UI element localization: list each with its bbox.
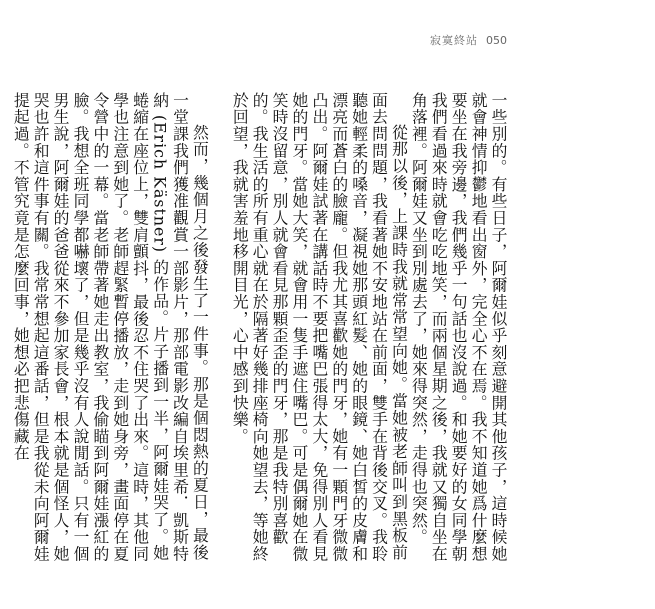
vertical-text-body: [11, 92, 508, 572]
page-number: 050: [486, 33, 507, 47]
header-title: 寂寞終站: [430, 34, 478, 47]
paragraph-2: 從那以後，上課時我就常常望向她。當她被老師叫到黑板前面去問問題，我看著她不安地站在前面，雙手在背後交叉。我聆聽她輕柔的嗓音，凝視她那頭紅髮、她的眼鏡、她白皙的皮膚和漂亮而蒼白的臉龐。但我尤其喜歡她的門牙，她有一顆門牙微微凸出。阿爾娃試著在講話時不要把嘴巴張得太大，免得別人看見她的門牙。當她大笑，就會用一隻手遮住嘴巴。可是偶爾她在微笑時沒留意，別人就會看見那顆歪歪的門牙，那是我特別喜歡的。我生活的所有重心就在於隔著好幾排座椅向她望去，等她終於回望，我就害羞地移開目光，心中感到快樂。: [230, 92, 409, 563]
running-header: [430, 32, 507, 48]
paragraph-3: 然而，幾個月之後發生了一件事。那是個悶熱的夏日，最後一堂課我們獲准觀賞一部影片，那部電影改編自埃里希．凱斯特納 (Erich Kästner) 的作品。片子播到一半，阿爾娃哭了。她蜷縮在座位上，雙肩顫抖，最後忍不住哭了出來。這時，其他同學也注意到她了。老師趕緊暫停播放，走到她身旁，畫面停在夏令營中的一幕。當老師帶著她走出教室，我偷瞄到阿爾娃漲紅的臉。我想全班同學都嚇壞了，但是幾乎沒有人說閒話。只有一個男生說，阿爾娃的爸爸從來不參加家長會，根本就是個怪人，她哭也許和這件事有關。我常常想起這番話，但是我從未向阿爾娃提起過。不管究竟是怎麼回事，她想必把悲傷藏在: [11, 92, 210, 563]
paragraph-1: 一些別的。有些日子，阿爾娃似乎刻意避開其他孩子，這時候她就會神情抑鬱地看出窗外，完全心不在焉。我不知道她爲什麼想要坐在我旁邊，我們幾乎一句話也沒說過。和她要好的女同學朝我們看過來時就會吃吃地笑，而兩個星期之後，我就又獨自坐在角落裡。阿爾娃又坐到別處去了，她來得突然，走得也突然。: [409, 92, 508, 563]
